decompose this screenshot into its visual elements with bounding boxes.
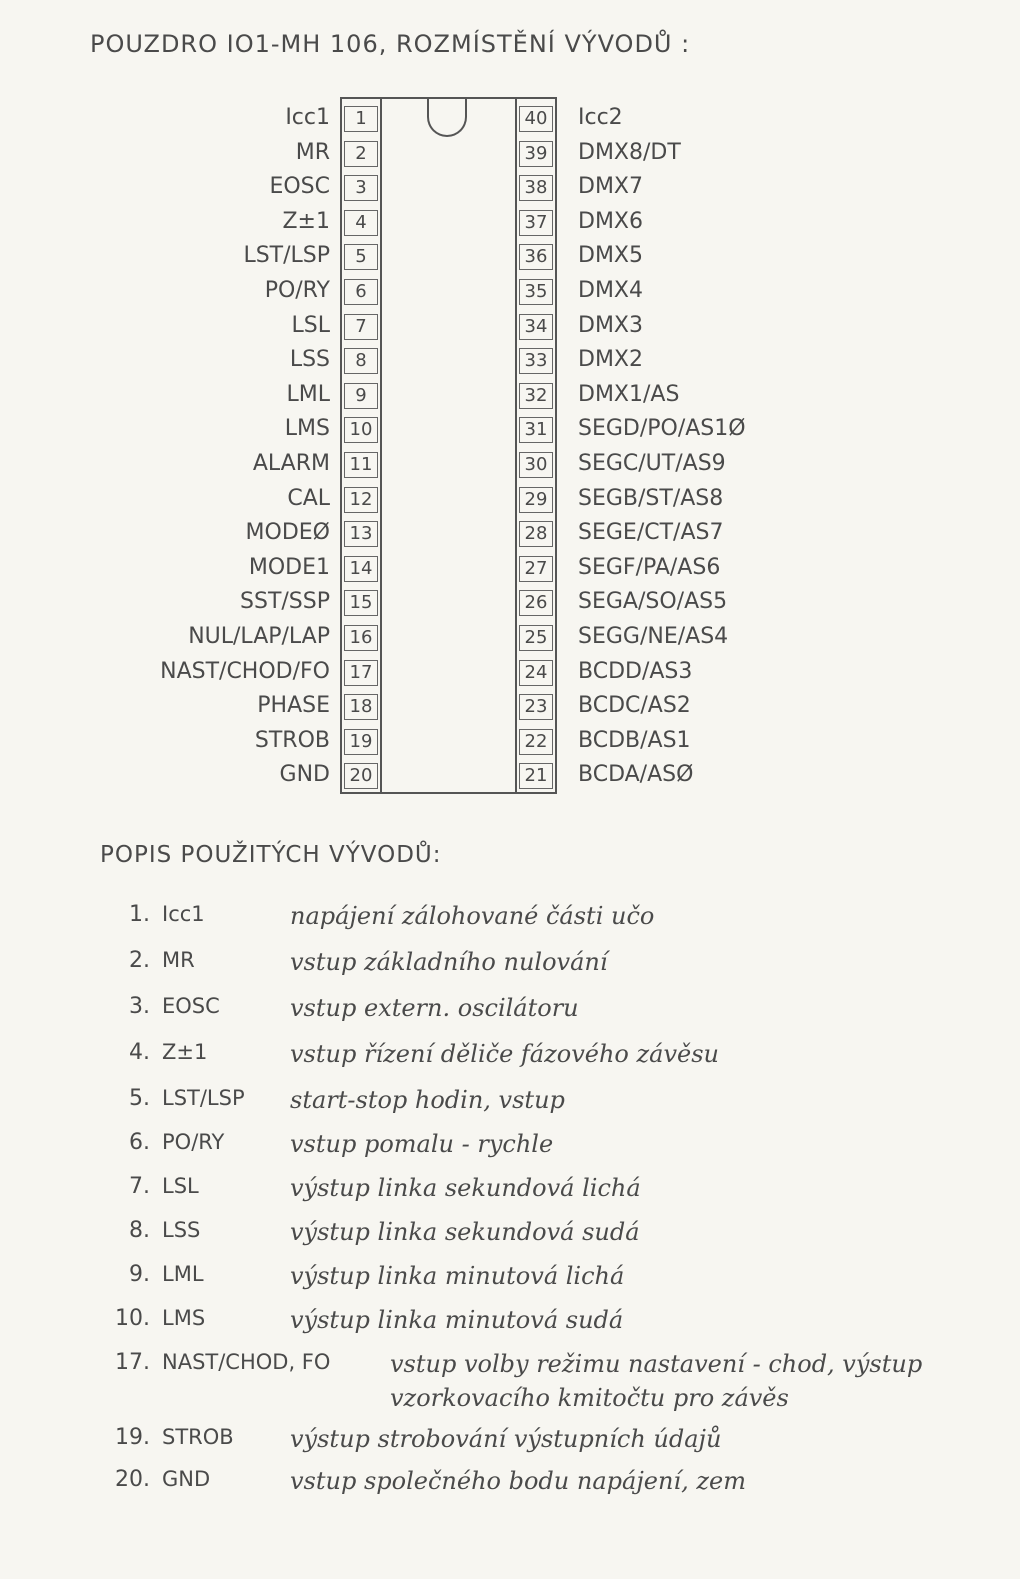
- description-number: 1.: [129, 902, 150, 927]
- pin-number: 23: [519, 694, 553, 720]
- pin-label: BCDD/AS3: [578, 658, 693, 684]
- pin-number: 14: [344, 556, 378, 582]
- description-signal: LST/LSP: [162, 1086, 245, 1110]
- description-text: vstup pomalu - rychle: [290, 1130, 554, 1158]
- pin-label: MR: [295, 139, 330, 165]
- pin-number: 15: [344, 590, 378, 616]
- description-number: 3.: [129, 994, 150, 1019]
- description-number: 2.: [129, 948, 150, 973]
- pin-number: 40: [519, 106, 553, 132]
- pin-label: DMX7: [578, 174, 643, 200]
- description-signal: PO/RY: [162, 1130, 225, 1154]
- description-text: start-stop hodin, vstup: [290, 1086, 565, 1114]
- pin-number: 4: [344, 210, 378, 236]
- pin-number: 33: [519, 348, 553, 374]
- pin-number: 7: [344, 314, 378, 340]
- pin-label: PO/RY: [264, 278, 330, 303]
- description-text: napájení zálohované části učo: [290, 902, 655, 930]
- description-signal: EOSC: [162, 994, 220, 1018]
- pin-number: 10: [344, 417, 378, 443]
- pin-number: 36: [519, 244, 553, 270]
- pin-label: BCDC/AS2: [578, 693, 691, 719]
- pin-number: 16: [344, 625, 378, 651]
- pin-label: NUL/LAP/LAP: [188, 624, 330, 649]
- chip-core: [380, 97, 517, 794]
- pin-number: 25: [519, 625, 553, 651]
- pin-label: SEGD/PO/AS1Ø: [578, 416, 746, 442]
- description-number: 9.: [129, 1262, 150, 1287]
- pin-label: NAST/CHOD/FO: [160, 658, 330, 684]
- description-signal: GND: [162, 1467, 211, 1491]
- pin-label: SEGA/SO/AS5: [578, 589, 728, 615]
- description-number: 8.: [129, 1218, 150, 1243]
- pin-label: DMX5: [578, 243, 643, 269]
- description-signal: LSS: [162, 1218, 201, 1242]
- pin-number: 21: [519, 763, 553, 789]
- pin-label: MODEØ: [245, 520, 330, 546]
- pin-label: LSS: [289, 347, 330, 373]
- pin-number: 37: [519, 210, 553, 236]
- pin-number: 27: [519, 556, 553, 582]
- description-number: 6.: [129, 1130, 150, 1155]
- description-number: 17.: [115, 1350, 150, 1375]
- description-number: 5.: [129, 1086, 150, 1111]
- description-signal: LMS: [162, 1306, 206, 1330]
- description-text: výstup strobování výstupních údajů: [290, 1425, 722, 1453]
- description-text: vstup volby režimu nastavení - chod, výstup: [390, 1350, 923, 1378]
- pin-number: 20: [344, 763, 378, 789]
- pin-label: SEGE/CT/AS7: [578, 520, 724, 546]
- description-number: 19.: [115, 1425, 150, 1450]
- pin-label: DMX8/DT: [578, 139, 681, 165]
- chip-notch: [427, 97, 467, 137]
- pin-label: ALARM: [252, 451, 330, 476]
- pin-label: CAL: [287, 485, 330, 511]
- description-title: POPIS POUŽITÝCH VÝVODŮ:: [100, 842, 442, 868]
- pin-number: 28: [519, 521, 553, 547]
- pin-number: 38: [519, 175, 553, 201]
- pin-label: DMX1/AS: [578, 381, 680, 407]
- pin-label: SEGB/ST/AS8: [578, 485, 724, 511]
- description-text: vstup základního nulování: [290, 948, 608, 976]
- description-text: vstup řízení děliče fázového závěsu: [290, 1040, 719, 1068]
- pin-number: 2: [344, 141, 378, 167]
- pin-number: 6: [344, 279, 378, 305]
- description-signal: Z±1: [162, 1040, 208, 1064]
- pin-label: LML: [286, 381, 330, 407]
- pin-label: SEGC/UT/AS9: [578, 451, 726, 476]
- pin-label: SEGG/NE/AS4: [578, 624, 729, 649]
- pin-number: 13: [344, 521, 378, 547]
- description-signal: MR: [162, 948, 195, 972]
- pin-number: 17: [344, 660, 378, 686]
- pin-number: 3: [344, 175, 378, 201]
- pin-label: DMX2: [578, 347, 643, 373]
- pin-number: 5: [344, 244, 378, 270]
- pin-number: 1: [344, 106, 378, 132]
- pin-number: 32: [519, 383, 553, 409]
- description-text: výstup linka sekundová sudá: [290, 1218, 640, 1246]
- pin-label: SST/SSP: [240, 589, 330, 615]
- pin-label: BCDB/AS1: [578, 727, 691, 753]
- pin-number: 34: [519, 314, 553, 340]
- pin-label: DMX3: [578, 312, 643, 338]
- pin-number: 22: [519, 729, 553, 755]
- description-signal: LML: [162, 1262, 204, 1286]
- pin-number: 24: [519, 660, 553, 686]
- pin-label: MODE1: [248, 554, 330, 580]
- pin-label: STROB: [254, 727, 330, 753]
- pin-label: Z±1: [282, 208, 330, 234]
- pin-number: 30: [519, 452, 553, 478]
- description-number: 10.: [115, 1306, 150, 1331]
- pin-label: PHASE: [257, 693, 330, 719]
- description-signal: Icc1: [162, 902, 205, 926]
- pin-label: BCDA/ASØ: [578, 762, 694, 788]
- description-text: výstup linka minutová sudá: [290, 1306, 624, 1334]
- pin-number: 29: [519, 487, 553, 513]
- description-text: vstup společného bodu napájení, zem: [290, 1467, 746, 1495]
- pin-label: LST/LSP: [243, 243, 330, 269]
- pin-number: 31: [519, 417, 553, 443]
- pin-number: 39: [519, 141, 553, 167]
- description-number: 20.: [115, 1467, 150, 1492]
- pin-number: 11: [344, 452, 378, 478]
- pin-label: Icc2: [578, 105, 623, 130]
- description-text: výstup linka minutová lichá: [290, 1262, 625, 1290]
- description-text: vstup extern. oscilátoru: [290, 994, 579, 1022]
- description-number: 4.: [129, 1040, 150, 1065]
- description-text: výstup linka sekundová lichá: [290, 1174, 641, 1202]
- description-number: 7.: [129, 1174, 150, 1199]
- description-signal: STROB: [162, 1425, 234, 1449]
- description-text-continued: vzorkovacího kmitočtu pro závěs: [390, 1384, 789, 1412]
- pin-label: DMX4: [578, 278, 643, 303]
- pin-label: SEGF/PA/AS6: [578, 554, 721, 580]
- pin-label: LMS: [284, 416, 330, 442]
- pin-number: 18: [344, 694, 378, 720]
- description-signal: LSL: [162, 1174, 199, 1198]
- pin-label: Icc1: [285, 105, 330, 130]
- pin-number: 12: [344, 487, 378, 513]
- pin-label: LSL: [291, 312, 330, 338]
- pin-number: 26: [519, 590, 553, 616]
- pin-number: 19: [344, 729, 378, 755]
- pin-number: 9: [344, 383, 378, 409]
- pin-label: DMX6: [578, 208, 643, 234]
- pin-label: EOSC: [269, 174, 330, 200]
- pin-label: GND: [279, 762, 330, 788]
- pin-number: 8: [344, 348, 378, 374]
- page-title: POUZDRO IO1-MH 106, ROZMÍSTĚNÍ VÝVODŮ :: [90, 30, 691, 58]
- description-signal: NAST/CHOD, FO: [162, 1350, 331, 1374]
- pin-number: 35: [519, 279, 553, 305]
